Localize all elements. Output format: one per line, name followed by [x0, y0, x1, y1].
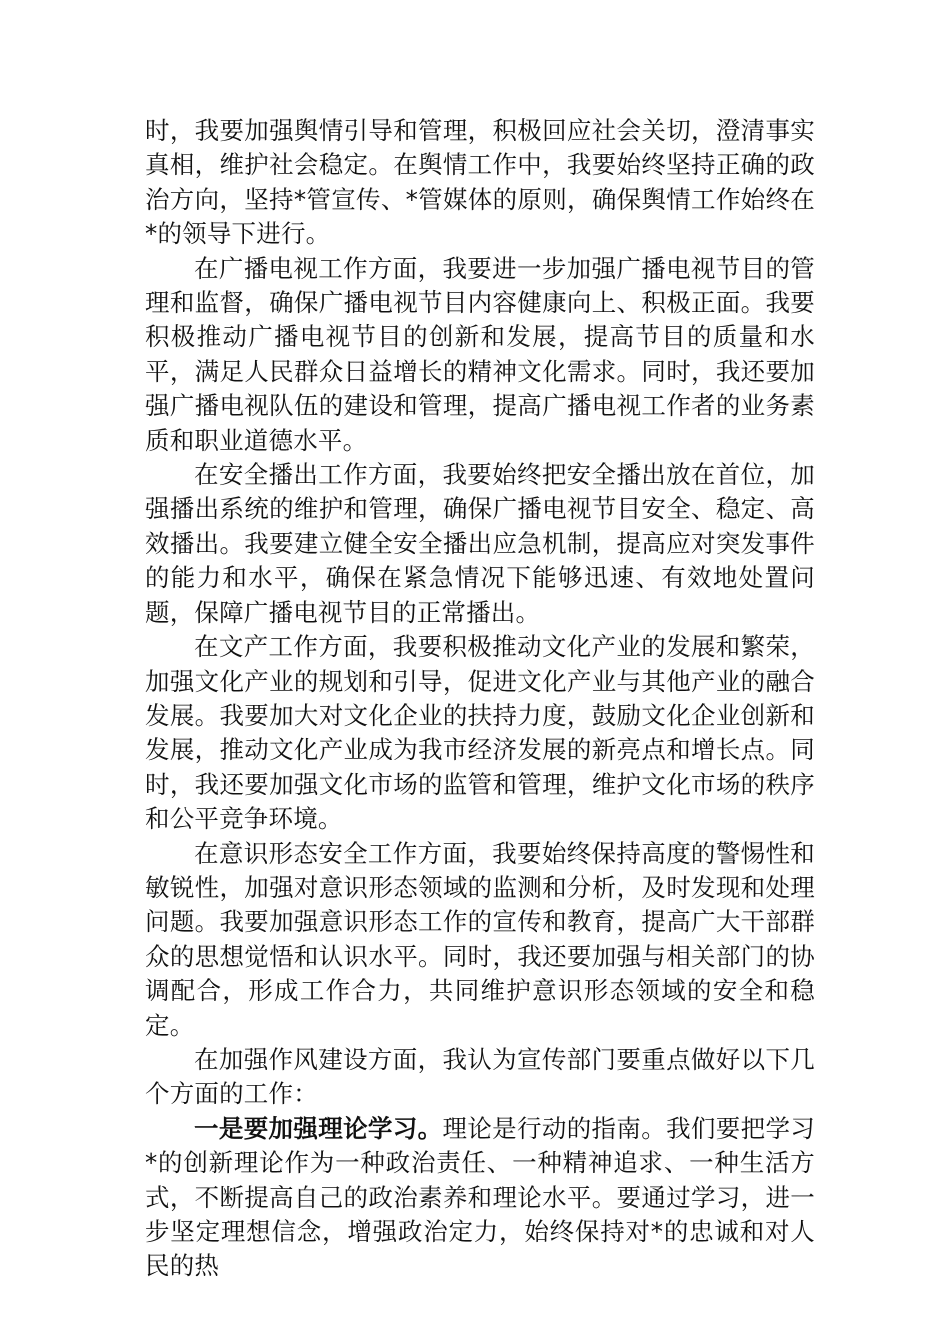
document-page [145, 114, 815, 1284]
paragraph-ideology-security: 在意识形态安全工作方面，我要始终保持高度的警惕性和敏锐性，加强对意识形态领域的监测和分析，及时发现和处理问题。我要加强意识形态工作的宣传和教育，提高广大干部群众的思想觉悟和认识水平。同时，我还要加强与相关部门的协调配合，形成工作合力，共同维护意识形态领域的安全和稳定。 [145, 838, 815, 1040]
paragraph-theory-study [145, 1112, 815, 1284]
paragraph-public-opinion: 时，我要加强舆情引导和管理，积极回应社会关切，澄清事实真相，维护社会稳定。在舆情工作中，我要始终坚持正确的政治方向，坚持*管宣传、*管媒体的原则，确保舆情工作始终在*的领导下进行。 [145, 116, 815, 249]
paragraph-body-text: 理论是行动的指南。我们要把学习*的创新理论作为一种政治责任、一种精神追求、一种生活方式，不断提高自己的政治素养和理论水平。要通过学习，进一步坚定理想信念，增强政治定力，始终保持对*的忠诚和对人民的热 [145, 1113, 816, 1281]
paragraph-cultural-industry: 在文产工作方面，我要积极推动文化产业的发展和繁荣，加强文化产业的规划和引导，促进文化产业与其他产业的融合发展。我要加大对文化企业的扶持力度，鼓励文化企业创新和发展，推动文化产业成为我市经济发展的新亮点和增长点。同时，我还要加强文化市场的监管和管理，维护文化市场的秩序和公平竞争环境。 [145, 632, 815, 834]
paragraph-safe-broadcast: 在安全播出工作方面，我要始终把安全播出放在首位，加强播出系统的维护和管理，确保广播电视节目安全、稳定、高效播出。我要建立健全安全播出应急机制，提高应对突发事件的能力和水平，确保在紧急情况下能够迅速、有效地处置问题，保障广播电视节目的正常播出。 [145, 460, 815, 627]
paragraph-broadcasting: 在广播电视工作方面，我要进一步加强广播电视节目的管理和监督，确保广播电视节目内容健康向上、积极正面。我要积极推动广播电视节目的创新和发展，提高节目的质量和水平，满足人民群众日益增长的精神文化需求。同时，我还要加强广播电视队伍的建设和管理，提高广播电视工作者的业务素质和职业道德水平。 [145, 253, 815, 455]
paragraph-work-style: 在加强作风建设方面，我认为宣传部门要重点做好以下几个方面的工作： [145, 1044, 815, 1109]
bold-lead-text: 一是要加强理论学习。 [194, 1113, 443, 1143]
